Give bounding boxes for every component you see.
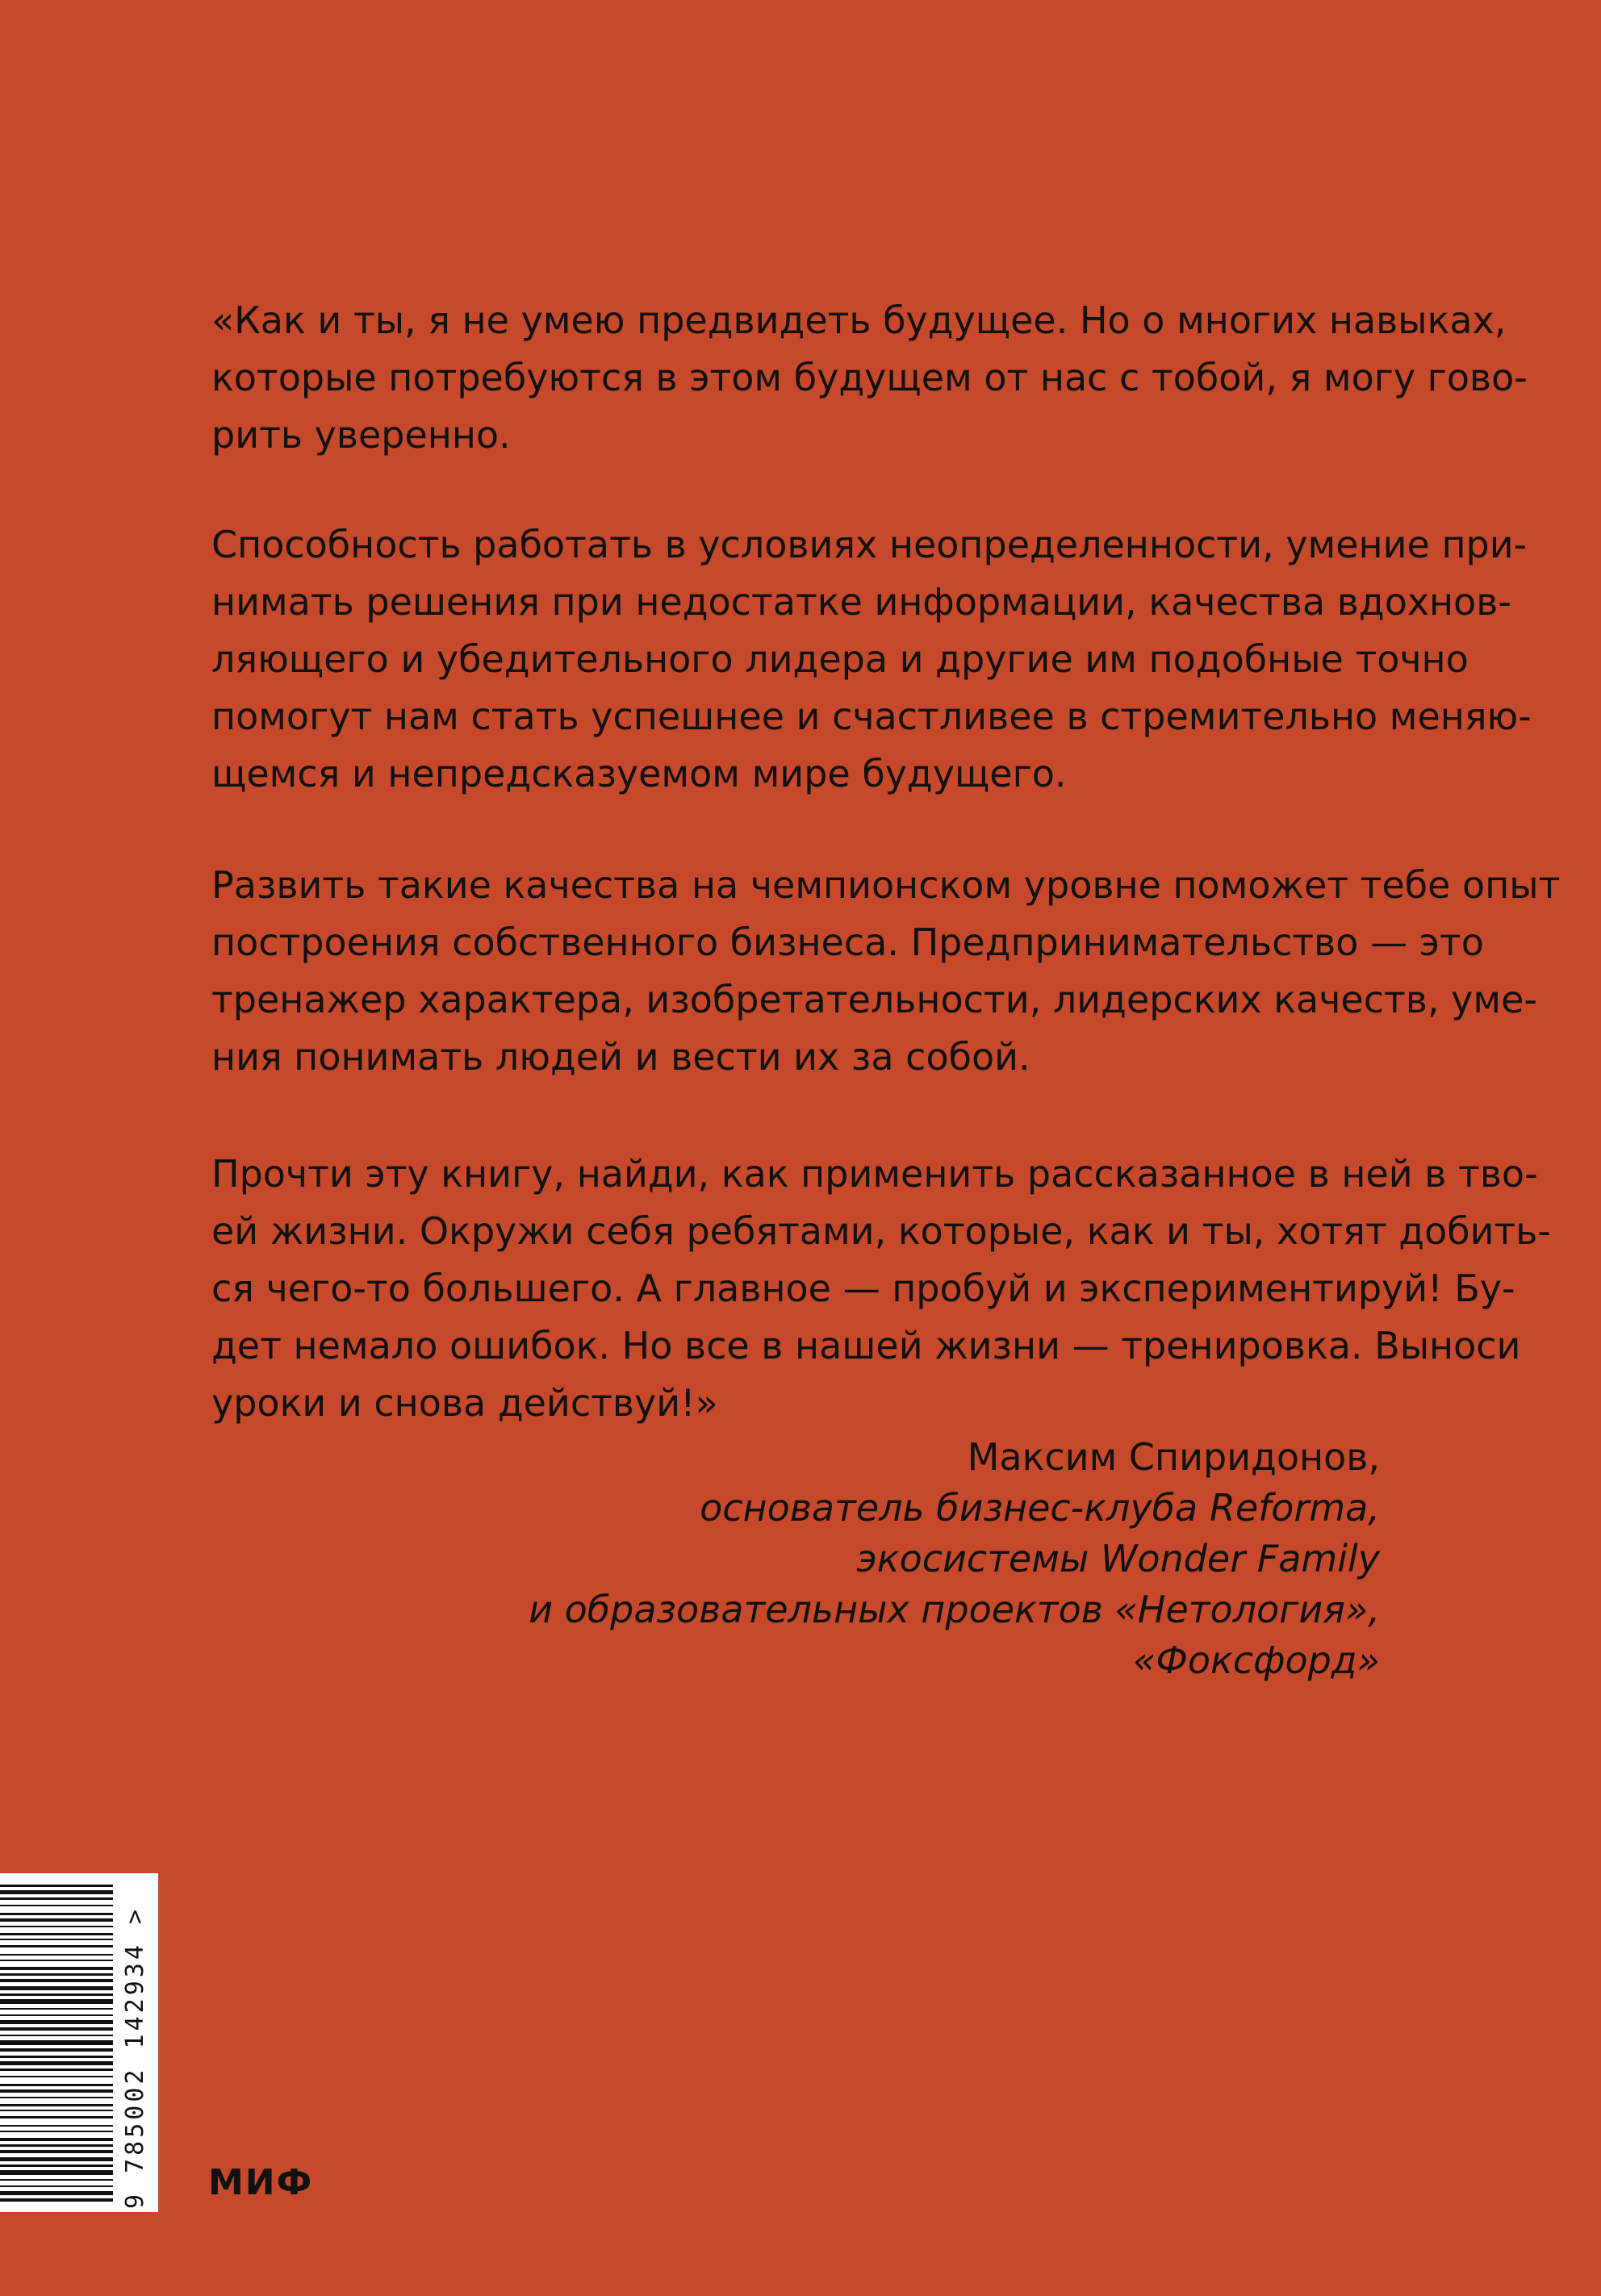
barcode-bar — [0, 1905, 113, 1906]
barcode-bar — [0, 2040, 113, 2045]
barcode-bar — [0, 2144, 113, 2147]
text-line: ляющего и убедительного лидера и другие им подобные точно — [211, 637, 1469, 681]
author-role: «Фоксфорд» — [1132, 1639, 1380, 1682]
barcode-bar — [0, 1986, 113, 1990]
author-role: и образовательных проектов «Нетология», — [529, 1588, 1380, 1631]
barcode-bar — [0, 2157, 113, 2161]
text-line: ния понимать людей и вести их за собой. — [211, 1035, 1030, 1079]
barcode-bar — [0, 2056, 113, 2058]
barcode-bar — [0, 2185, 113, 2187]
barcode-bar — [0, 2131, 113, 2132]
quote-attribution — [529, 1432, 1380, 1686]
barcode-bar — [0, 1926, 113, 1927]
barcode-bar — [0, 2125, 113, 2127]
barcode-bar — [0, 2014, 113, 2016]
text-line: тренажер характера, изобретательности, лидерских качеств, уме- — [211, 978, 1537, 1021]
barcode-bar — [0, 2061, 113, 2065]
barcode-bar — [0, 1890, 113, 1894]
barcode-bar — [0, 2089, 113, 2093]
barcode-bar — [0, 1913, 113, 1915]
text-line: Способность работать в условиях неопределенности, умение при- — [211, 523, 1528, 566]
barcode-bar — [0, 2068, 113, 2071]
barcode-bar — [0, 2097, 113, 2098]
barcode-bar — [0, 2165, 113, 2167]
text-line: помогут нам стать успешнее и счастливее в стремительно меняю- — [211, 695, 1532, 738]
barcode-bar — [0, 2198, 113, 2202]
barcode-bar — [0, 1973, 113, 1976]
barcode-bar — [0, 1960, 113, 1961]
barcode-bar — [0, 2110, 113, 2111]
barcode-bar — [0, 2191, 113, 2195]
barcode-bar — [0, 1939, 113, 1940]
barcode-bar — [0, 2138, 113, 2141]
text-line: ся чего-то большего. А главное — пробуй и экспериментируй! Бу- — [211, 1267, 1515, 1310]
barcode-bar — [0, 1918, 113, 1922]
text-line: Развить такие качества на чемпионском уровне поможет тебе опыт — [211, 863, 1561, 907]
barcode-bar — [0, 1967, 113, 1970]
text-line: рить уверенно. — [211, 413, 511, 457]
barcode-bar — [0, 2104, 113, 2106]
barcode-bar — [0, 2076, 113, 2077]
barcode-bar — [0, 1999, 113, 2004]
isbn-number: 9 785002 142934 > — [121, 1906, 149, 2209]
publisher-logo: МИФ — [208, 2162, 314, 2203]
barcode-bar — [0, 2020, 113, 2024]
barcode-bar — [0, 1885, 113, 1887]
barcode-bar — [0, 2116, 113, 2119]
text-line: щемся и непредсказуемом мире будущего. — [211, 752, 1067, 795]
barcode-bar — [0, 2170, 113, 2175]
barcode-bar — [0, 2027, 113, 2031]
quote-paragraph-4 — [211, 1146, 1551, 1432]
barcode-bar — [0, 1979, 113, 1982]
text-line: нимать решения при недостатке информации, качества вдохнов- — [211, 580, 1511, 624]
text-line: дет немало ошибок. Но все в нашей жизни — тренировка. Выноси — [211, 1324, 1521, 1367]
author-role: основатель бизнес-клуба Reforma, — [700, 1486, 1380, 1530]
barcode-bars — [0, 1873, 121, 2212]
barcode-bar — [0, 2084, 113, 2086]
barcode-bar — [0, 2150, 113, 2153]
text-line: которые потребуются в этом будущем от нас с тобой, я могу гово- — [211, 356, 1528, 399]
text-line: Прочти эту книгу, найди, как применить рассказанное в ней в тво- — [211, 1152, 1538, 1196]
author-role: экосистемы Wonder Family — [856, 1537, 1380, 1580]
barcode-bar — [0, 2008, 113, 2010]
text-line: построения собственного бизнеса. Предпринимательство — это — [211, 920, 1484, 964]
text-line: ей жизни. Окружи себя ребятами, которые, как и ты, хотят добить- — [211, 1209, 1551, 1253]
author-name: Максим Спиридонов, — [967, 1435, 1380, 1479]
barcode-bar — [0, 2048, 113, 2052]
text-line: «Как и ты, я не умею предвидеть будущее. Но о многих навыках, — [211, 298, 1507, 342]
barcode-bar — [0, 2179, 113, 2181]
barcode-bar — [0, 1993, 113, 1996]
quote-paragraph-1 — [211, 292, 1528, 464]
barcode-bar — [0, 1945, 113, 1947]
barcode-bar — [0, 1933, 113, 1935]
barcode-bar — [0, 1897, 113, 1900]
text-line: уроки и снова действуй!» — [211, 1381, 718, 1425]
barcode-bar — [0, 2035, 113, 2036]
quote-paragraph-3 — [211, 857, 1561, 1086]
quote-paragraph-2 — [211, 516, 1532, 803]
barcode-bar — [0, 1954, 113, 1956]
